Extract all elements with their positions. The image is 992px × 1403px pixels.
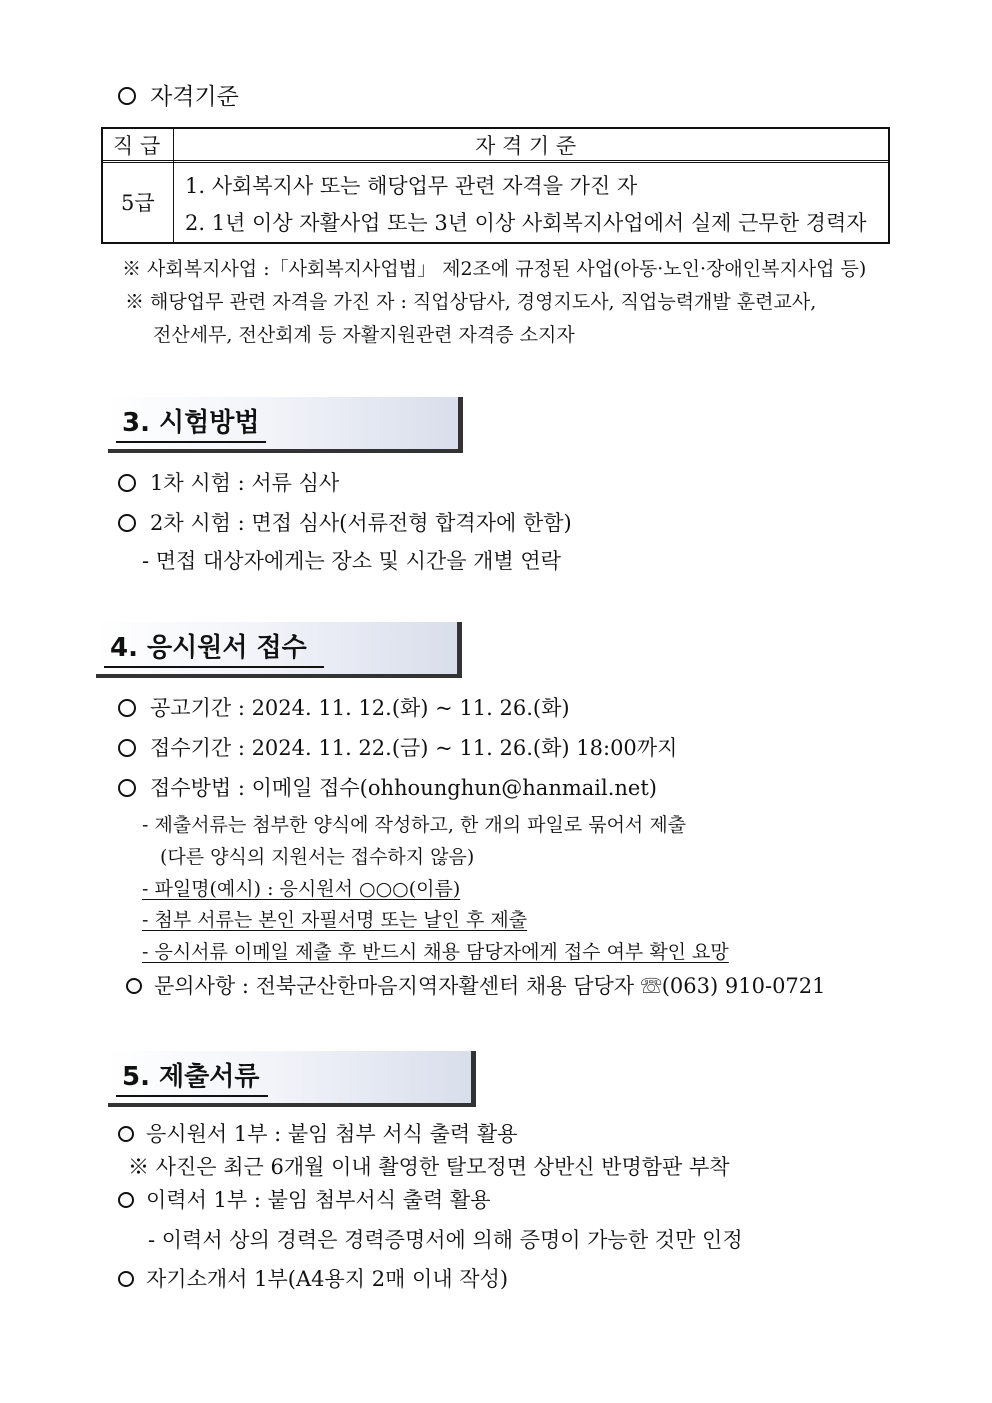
section-4-header xyxy=(96,622,462,678)
header-grade: 직 급 xyxy=(113,134,161,158)
exam-item-2: 2차 시험 : 면접 심사(서류전형 합격자에 한함) xyxy=(118,511,572,535)
criteria-item-1: 1. 사회복지사 또는 해당업무 관련 자격을 가진 자 xyxy=(185,174,638,198)
receipt-sub-1-cont: (다른 양식의 지원서는 접수하지 않음) xyxy=(160,846,475,868)
circle-bullet-icon xyxy=(118,1126,134,1142)
header-criteria: 자 격 기 준 xyxy=(475,134,577,158)
qualification-table xyxy=(101,127,890,244)
qualification-note-1: ※ 사회복지사업 :「사회복지사업법」 제2조에 규정된 사업(아동·노인·장애인복지사업 등) xyxy=(122,258,867,280)
receipt-sub-2: - 파일명(예시) : 응시원서 ○○○(이름) xyxy=(142,878,461,900)
qualification-note-2-cont: 전산세무, 전산회계 등 자활지원관련 자격증 소지자 xyxy=(153,324,575,346)
doc-item-1: 응시원서 1부 : 붙임 첨부 서식 출력 활용 xyxy=(118,1122,517,1146)
receipt-method: 접수방법 : 이메일 접수(ohhounghun@hanmail.net) xyxy=(118,776,657,800)
grade-value: 5급 xyxy=(121,191,155,215)
section-5-title: 5. 제출서류 xyxy=(122,1062,260,1092)
criteria-item-2: 2. 1년 이상 자활사업 또는 3년 이상 사회복지사업에서 실제 근무한 경력자 xyxy=(185,211,867,235)
circle-bullet-icon xyxy=(126,978,142,994)
circle-bullet-icon xyxy=(118,779,136,797)
doc-item-2: 이력서 1부 : 붙임 첨부서식 출력 활용 xyxy=(118,1188,491,1212)
section-3-title: 3. 시험방법 xyxy=(122,408,260,438)
section-5-header xyxy=(108,1051,476,1107)
circle-bullet-icon xyxy=(118,87,136,105)
receipt-period: 접수기간 : 2024. 11. 22.(금) ~ 11. 26.(화) 18:00까지 xyxy=(118,736,677,760)
qualification-heading-text: 자격기준 xyxy=(150,84,239,110)
section-4-title: 4. 응시원서 접수 xyxy=(110,633,307,663)
circle-bullet-icon xyxy=(118,699,136,717)
exam-sub-1: - 면접 대상자에게는 장소 및 시간을 개별 연락 xyxy=(142,549,561,573)
section-3-header xyxy=(108,397,463,453)
circle-bullet-icon xyxy=(118,514,136,532)
circle-bullet-icon xyxy=(118,1192,134,1208)
receipt-sub-4: - 응시서류 이메일 제출 후 반드시 채용 담당자에게 접수 여부 확인 요망 xyxy=(142,941,729,963)
posting-period: 공고기간 : 2024. 11. 12.(화) ~ 11. 26.(화) xyxy=(118,696,570,720)
doc-sub-1: - 이력서 상의 경력은 경력증명서에 의해 증명이 가능한 것만 인정 xyxy=(148,1228,743,1252)
exam-item-1: 1차 시험 : 서류 심사 xyxy=(118,471,339,495)
qualification-heading xyxy=(118,85,239,109)
circle-bullet-icon xyxy=(118,739,136,757)
doc-note-1: ※ 사진은 최근 6개월 이내 촬영한 탈모정면 상반신 반명함판 부착 xyxy=(128,1155,730,1179)
inquiry: 문의사항 : 전북군산한마음지역자활센터 채용 담당자 ☏(063) 910-0721 xyxy=(126,974,826,998)
receipt-sub-1: - 제출서류는 첨부한 양식에 작성하고, 한 개의 파일로 묶어서 제출 xyxy=(142,814,687,836)
qualification-note-2: ※ 해당업무 관련 자격을 가진 자 : 직업상담사, 경영지도사, 직업능력개발 훈련교사, xyxy=(125,291,817,313)
circle-bullet-icon xyxy=(118,474,136,492)
circle-bullet-icon xyxy=(118,1271,134,1287)
receipt-sub-3: - 첨부 서류는 본인 자필서명 또는 날인 후 제출 xyxy=(142,909,528,931)
doc-item-3: 자기소개서 1부(A4용지 2매 이내 작성) xyxy=(118,1267,508,1291)
